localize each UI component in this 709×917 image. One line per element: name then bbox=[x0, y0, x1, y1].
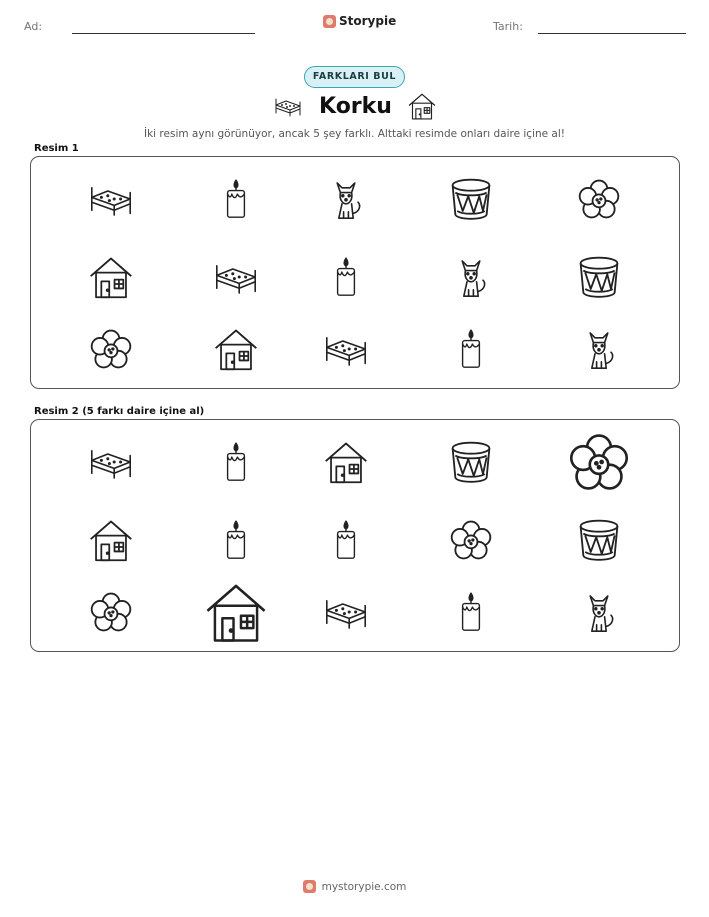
dog-icon bbox=[326, 175, 366, 223]
panel-2-label: Resim 2 (5 farkı daire içine al) bbox=[34, 406, 205, 417]
bed-icon bbox=[322, 331, 370, 367]
activity-badge: FARKLARI BUL bbox=[304, 66, 405, 88]
name-label: Ad: bbox=[24, 20, 43, 33]
candle-icon[interactable] bbox=[457, 589, 485, 635]
dog-icon[interactable] bbox=[579, 588, 619, 636]
picture-2-panel bbox=[30, 419, 680, 652]
storypie-logo-icon bbox=[323, 15, 336, 28]
picture-1-panel bbox=[30, 156, 680, 389]
candle-icon bbox=[332, 254, 360, 300]
house-icon bbox=[214, 326, 258, 372]
candle-icon bbox=[222, 176, 250, 222]
bed-icon bbox=[212, 259, 260, 295]
house-icon bbox=[408, 92, 436, 120]
candle-icon[interactable] bbox=[222, 439, 250, 485]
footer bbox=[0, 880, 709, 893]
flower-icon[interactable] bbox=[566, 428, 632, 496]
bed-icon bbox=[273, 95, 303, 117]
candle-icon bbox=[457, 326, 485, 372]
dog-icon bbox=[451, 253, 491, 301]
instructions: İki resim aynı görünüyor, ancak 5 şey farklı. Alttaki resimde onları daire içine al! bbox=[144, 128, 565, 140]
bed-icon[interactable] bbox=[322, 594, 370, 630]
drum-icon bbox=[576, 253, 622, 301]
dog-icon bbox=[579, 325, 619, 373]
brand-name: Storypie bbox=[339, 14, 397, 28]
bed-icon[interactable] bbox=[87, 444, 135, 480]
bed-icon bbox=[87, 181, 135, 217]
title-row bbox=[0, 92, 709, 120]
drum-icon[interactable] bbox=[448, 438, 494, 486]
name-line bbox=[72, 33, 255, 34]
flower-icon[interactable] bbox=[88, 588, 134, 636]
flower-icon bbox=[88, 325, 134, 373]
house-icon[interactable] bbox=[324, 439, 368, 485]
flower-icon[interactable] bbox=[448, 516, 494, 564]
house-icon[interactable] bbox=[89, 517, 133, 563]
footer-url: mystorypie.com bbox=[321, 880, 407, 893]
flower-icon bbox=[576, 175, 622, 223]
drum-icon bbox=[448, 175, 494, 223]
storypie-logo-icon bbox=[303, 880, 316, 893]
candle-icon[interactable] bbox=[222, 517, 250, 563]
panel-1-label: Resim 1 bbox=[34, 143, 79, 154]
date-line bbox=[538, 33, 686, 34]
date-label: Tarih: bbox=[493, 20, 523, 33]
candle-icon[interactable] bbox=[332, 517, 360, 563]
drum-icon[interactable] bbox=[576, 516, 622, 564]
house-icon bbox=[89, 254, 133, 300]
house-icon[interactable] bbox=[205, 580, 267, 644]
page-title: Korku bbox=[319, 93, 392, 119]
brand bbox=[323, 14, 396, 28]
